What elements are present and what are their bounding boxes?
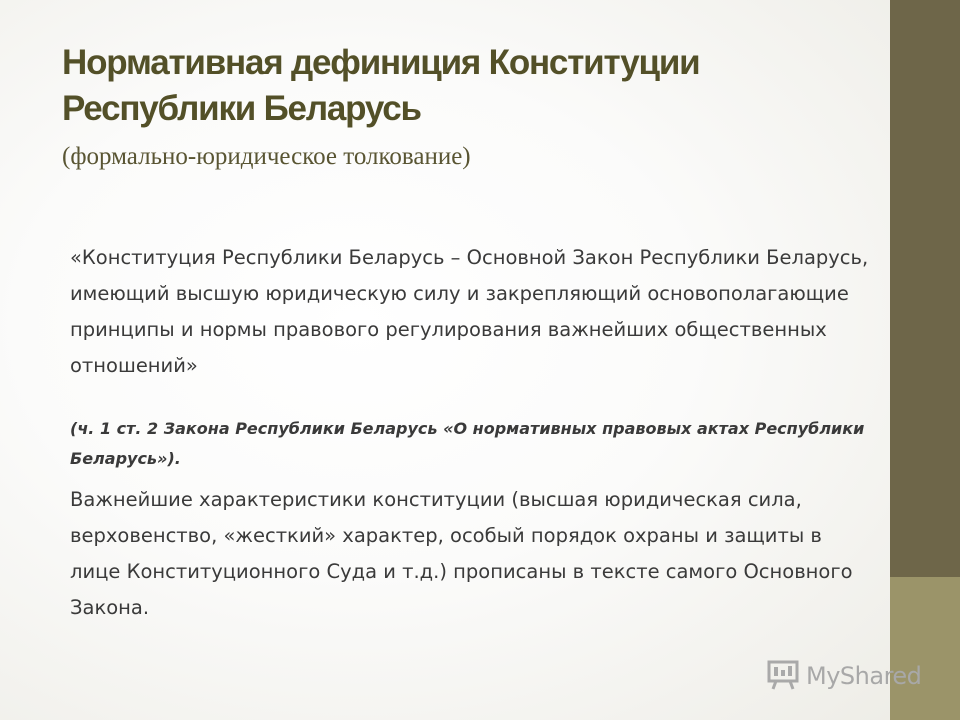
slide-title: Нормативная дефиниция Конституции Республики Беларусь — [62, 43, 700, 128]
legal-citation: (ч. 1 ст. 2 Закона Республики Беларусь «О нормативных правовых актах Республики Беларусь»). — [70, 419, 865, 468]
myshared-watermark — [766, 656, 921, 696]
characteristics-paragraph: Важнейшие характеристики конституции (высшая юридическая сила, верховенство, «жесткий» характер, особый порядок охраны и защиты в лице Конституционного Суда и т.д.) прописаны в тексте самого Основного Закона. — [70, 488, 853, 619]
watermark-text: MyShared — [806, 662, 922, 690]
presentation-board-icon — [766, 657, 800, 696]
definition-quote: «Конституция Республики Беларусь – Основной Закон Республики Беларусь, имеющий высшую юридическую силу и закрепляющий основополагающие принципы и нормы правового регулирования важнейших общественных отношений» — [70, 246, 869, 377]
sidebar-accent-light — [890, 577, 960, 720]
sidebar-accent-dark — [890, 0, 960, 577]
slide-subtitle: (формально-юридическое толкование) — [62, 143, 471, 170]
